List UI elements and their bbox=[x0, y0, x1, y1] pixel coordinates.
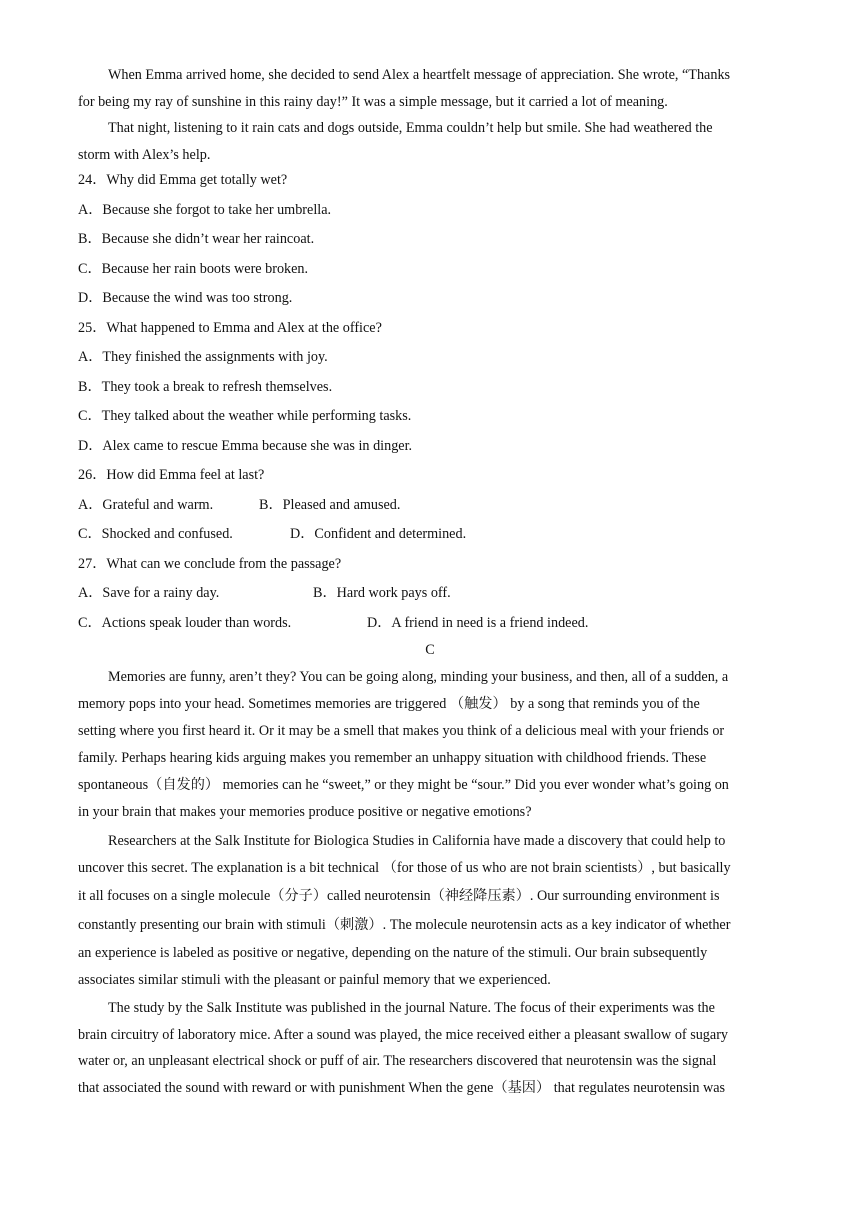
text-line: Researchers at the Salk Institute for Biologica Studies in California have made a discovery that could help to bbox=[108, 833, 726, 849]
question-26-option-a[interactable]: A．Grateful and warm. bbox=[78, 497, 214, 513]
question-24-option-b[interactable]: B．Because she didn’t wear her raincoat. bbox=[78, 231, 315, 247]
question-27-option-d[interactable]: D．A friend in need is a friend indeed. bbox=[367, 615, 589, 631]
text-line: it all focuses on a single molecule（分子）called neurotensin（神经降压素）. Our surrounding environment is bbox=[78, 888, 720, 904]
question-27-option-b[interactable]: B．Hard work pays off. bbox=[313, 585, 451, 601]
question-25-option-d[interactable]: D．Alex came to rescue Emma because she was in dinger. bbox=[78, 438, 413, 454]
text-line: That night, listening to it rain cats and dogs outside, Emma couldn’t help but smile. She had weathered the bbox=[108, 120, 713, 136]
text-line: setting where you first heard it. Or it may be a smell that makes you think of a delicious meal with your friends or bbox=[78, 723, 725, 739]
question-24-option-c[interactable]: C．Because her rain boots were broken. bbox=[78, 261, 309, 277]
question-26-option-d[interactable]: D．Confident and determined. bbox=[290, 526, 467, 542]
paragraph-study-published bbox=[78, 995, 778, 1101]
text-line: memory pops into your head. Sometimes memories are triggered （触发） by a song that reminds you of the bbox=[78, 696, 700, 712]
question-27-option-a[interactable]: A．Save for a rainy day. bbox=[78, 585, 220, 601]
question-24-stem: 24．Why did Emma get totally wet? bbox=[78, 172, 288, 188]
question-27-stem: 27．What can we conclude from the passage? bbox=[78, 556, 342, 572]
text-line: constantly presenting our brain with stimuli（刺激）. The molecule neurotensin acts as a key indicator of whether bbox=[78, 917, 731, 933]
question-25-option-c[interactable]: C．They talked about the weather while performing tasks. bbox=[78, 408, 412, 424]
text-line: for being my ray of sunshine in this rainy day!” It was a simple message, but it carried a lot of meaning. bbox=[78, 93, 668, 110]
text-line: uncover this secret. The explanation is a bit technical （for those of us who are not brain scientists）, but basically bbox=[78, 860, 731, 876]
text-line: When Emma arrived home, she decided to send Alex a heartfelt message of appreciation. She wrote, “Thanks bbox=[108, 67, 731, 83]
section-c-heading: C bbox=[425, 642, 435, 658]
question-26-stem: 26．How did Emma feel at last? bbox=[78, 467, 265, 483]
text-line: Memories are funny, aren’t they? You can be going along, minding your business, and then, all of a sudden, a bbox=[108, 669, 729, 685]
text-line: brain circuitry of laboratory mice. After a sound was played, the mice received either a pleasant swallow of sugary bbox=[78, 1026, 729, 1043]
text-line: that associated the sound with reward or with punishment When the gene（基因） that regulates neurotensin was bbox=[78, 1079, 726, 1096]
paragraph-that-night bbox=[78, 115, 778, 168]
question-26-option-c[interactable]: C．Shocked and confused. bbox=[78, 526, 233, 542]
text-line: in your brain that makes your memories produce positive or negative emotions? bbox=[78, 804, 532, 820]
question-25-option-b[interactable]: B．They took a break to refresh themselves. bbox=[78, 379, 333, 395]
question-25-option-a[interactable]: A．They finished the assignments with joy. bbox=[78, 349, 328, 365]
text-line: associates similar stimuli with the pleasant or painful memory that we experienced. bbox=[78, 972, 551, 988]
paragraph-salk-researchers bbox=[78, 828, 778, 994]
paragraph-appreciation-message bbox=[78, 62, 778, 115]
text-line: water or, an unpleasant electrical shock or puff of air. The researchers discovered that neurotensin was the signal bbox=[78, 1053, 717, 1069]
question-24-option-a[interactable]: A．Because she forgot to take her umbrella. bbox=[78, 202, 332, 218]
question-26-option-b[interactable]: B．Pleased and amused. bbox=[259, 497, 401, 513]
paragraph-memories bbox=[78, 664, 778, 826]
question-25-stem: 25．What happened to Emma and Alex at the office? bbox=[78, 320, 382, 336]
text-line: an experience is labeled as positive or negative, depending on the nature of the stimuli. Our brain subsequently bbox=[78, 945, 708, 961]
text-line: The study by the Salk Institute was published in the journal Nature. The focus of their experiments was the bbox=[108, 1000, 715, 1016]
text-line: storm with Alex’s help. bbox=[78, 146, 211, 163]
question-24-option-d[interactable]: D．Because the wind was too strong. bbox=[78, 290, 293, 306]
text-line: spontaneous（自发的） memories can he “sweet,” or they might be “sour.” Did you ever wonder what’s going on bbox=[78, 777, 729, 793]
question-27-option-c[interactable]: C．Actions speak louder than words. bbox=[78, 615, 292, 631]
text-line: family. Perhaps hearing kids arguing makes you remember an unhappy situation with childhood friends. These bbox=[78, 750, 707, 766]
